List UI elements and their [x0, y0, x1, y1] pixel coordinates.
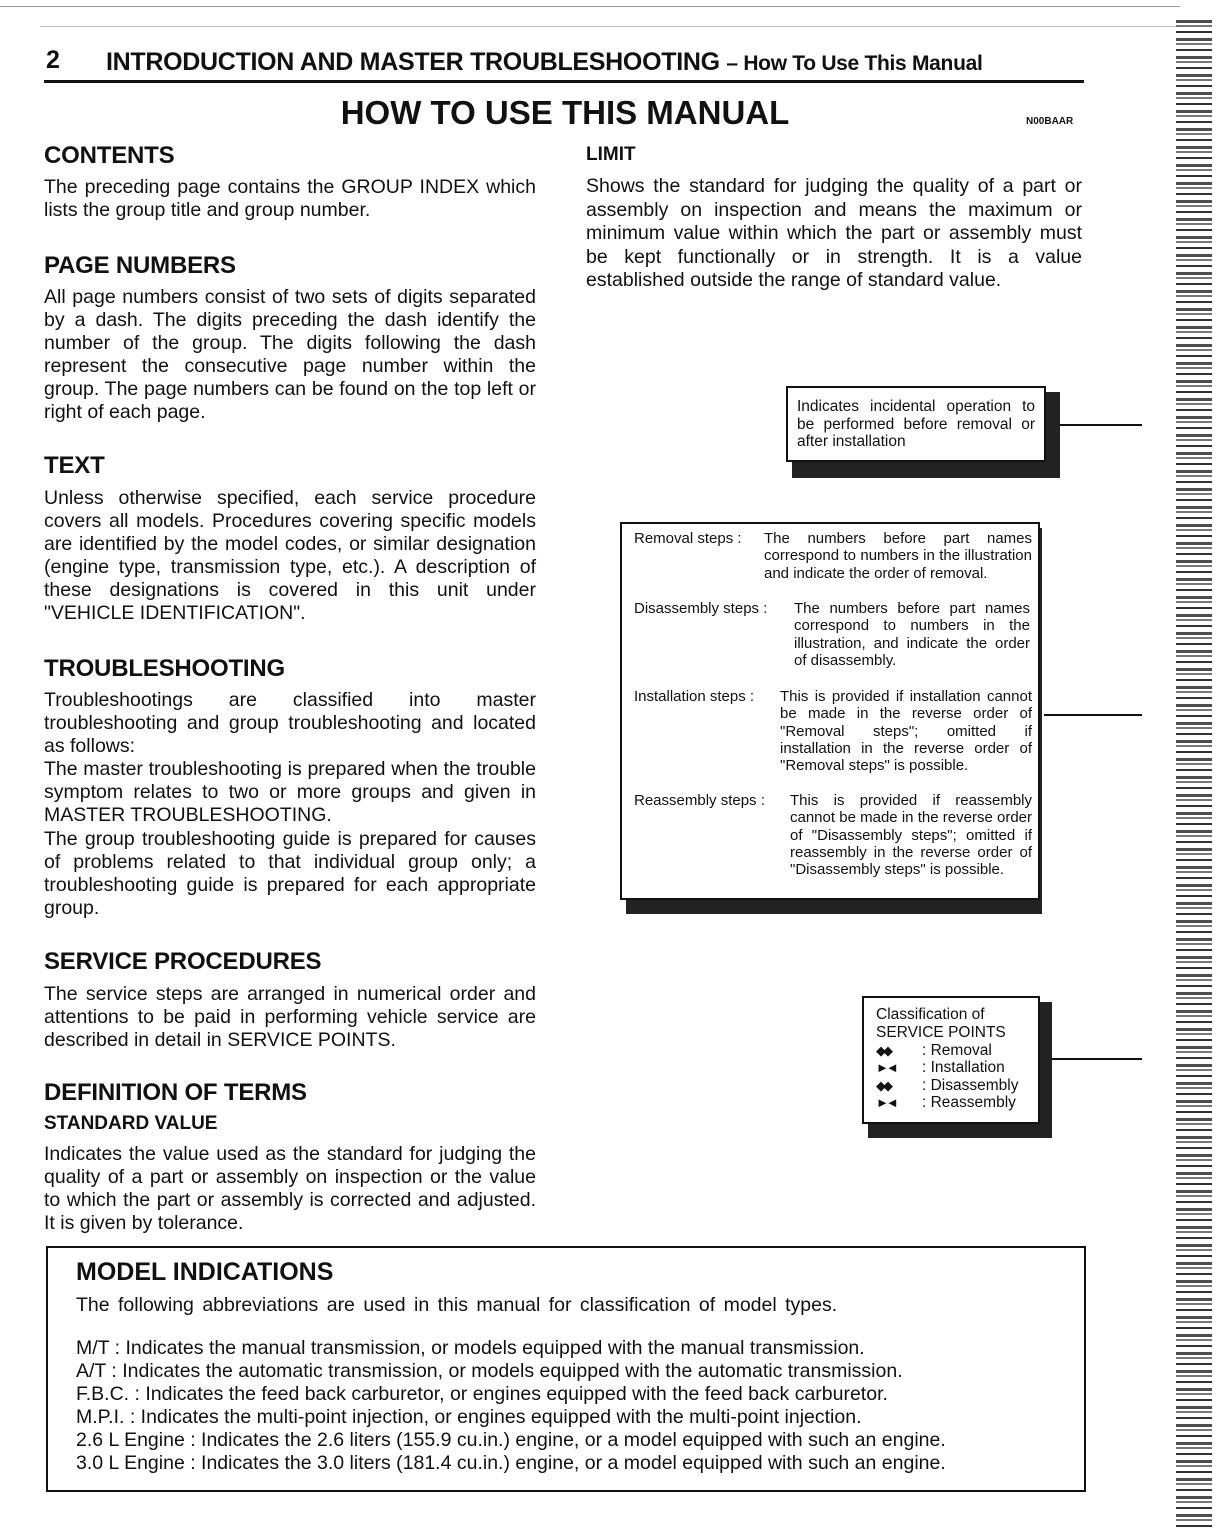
service-point-label: : Disassembly — [922, 1076, 1019, 1094]
steps-description: This is provided if reassembly cannot be made in the reverse order of "Disassembly steps"; omitted if reassembly in the reverse order of "Disassembly steps" is possible. — [790, 792, 1032, 879]
troubleshooting-text: Troubleshootings are classified into master troubleshooting and group troubleshooting and located as follows: — [44, 689, 536, 757]
steps-term: Reassembly steps : — [634, 792, 765, 809]
running-header — [106, 48, 983, 77]
page-numbers-text: All page numbers consist of two sets of digits separated by a dash. The digits preceding the dash identify the number of the group. The digits following the dash represent the consecutive page number within the group. The page numbers can be found on the top left or right of each page. — [44, 286, 536, 423]
scan-line — [40, 26, 1180, 27]
disassembly-symbol-icon: ◆◆ — [876, 1077, 890, 1093]
leader-line — [1044, 714, 1142, 716]
steps-term: Installation steps : — [634, 688, 755, 705]
disassembly-steps-entry — [634, 600, 1032, 669]
model-indications-intro: The following abbreviations are used in this manual for classification of model types. — [76, 1294, 838, 1316]
service-point-removal — [874, 1042, 1018, 1059]
scan-line — [0, 6, 1180, 7]
service-points-title — [876, 1006, 1006, 1041]
installation-symbol-icon: ►◄ — [876, 1060, 896, 1076]
removal-symbol-icon: ◆◆ — [876, 1043, 890, 1058]
model-indication-line: M.P.I. : Indicates the multi-point injection, or engines equipped with the multi-point injection. — [76, 1406, 862, 1428]
leader-line — [1060, 424, 1142, 426]
service-point-label: : Reassembly — [922, 1093, 1016, 1111]
page-number: 2 — [46, 46, 60, 74]
page-title: HOW TO USE THIS MANUAL — [340, 94, 790, 131]
document-code: N00BAAR — [1026, 116, 1074, 127]
model-indication-line: F.B.C. : Indicates the feed back carburetor, or engines equipped with the feed back carburetor. — [76, 1383, 888, 1405]
section-title: INTRODUCTION AND MASTER TROUBLESHOOTING — [106, 48, 720, 76]
removal-steps-entry — [634, 530, 1032, 582]
steps-term: Disassembly steps : — [634, 600, 768, 617]
text-body: Unless otherwise specified, each service procedure covers all models. Procedures covering specific models are identified by the model codes, or similar designation (engine type, transmission type, etc.). A description of these designations is covered in this unit under "VEHICLE IDENTIFICATION". — [44, 487, 536, 624]
limit-heading: LIMIT — [586, 144, 636, 165]
steps-description: This is provided if installation cannot be made in the reverse order of "Removal steps"; omitted if installation in the reverse order of "Removal steps" is possible. — [780, 688, 1032, 775]
header-rule — [44, 80, 1084, 83]
service-points-legend — [874, 1042, 1018, 1111]
troubleshooting-text-2: The master troubleshooting is prepared when the trouble symptom relates to two or more groups and given in MASTER TROUBLESHOOTING. — [44, 758, 536, 826]
service-point-disassembly — [874, 1077, 1018, 1094]
steps-term: Removal steps : — [634, 530, 742, 547]
service-point-label: : Removal — [922, 1042, 992, 1059]
subsection-title: – How To Use This Manual — [726, 52, 983, 75]
page-numbers-heading: PAGE NUMBERS — [44, 252, 236, 279]
incidental-operation-text: Indicates incidental operation to be performed before removal or after installation — [797, 398, 1035, 450]
troubleshooting-text-3: The group troubleshooting guide is prepared for causes of problems related to that individual group only; a troubleshooting guide is prepared for each appropriate group. — [44, 828, 536, 919]
model-indication-line: 2.6 L Engine : Indicates the 2.6 liters (155.9 cu.in.) engine, or a model equipped with such an engine. — [76, 1429, 946, 1451]
standard-value-text: Indicates the value used as the standard for judging the quality of a part or assembly on inspection or the value to which the part or assembly is corrected and adjusted. It is given by tolerance. — [44, 1143, 536, 1234]
leader-line — [1052, 1058, 1142, 1060]
service-point-reassembly — [874, 1094, 1018, 1111]
service-points-title-line2: SERVICE POINTS — [876, 1023, 1006, 1041]
contents-heading: CONTENTS — [44, 142, 175, 169]
definition-of-terms-heading: DEFINITION OF TERMS — [44, 1079, 307, 1106]
steps-description: The numbers before part names correspond to numbers in the illustration and indicate the order of removal. — [764, 530, 1032, 582]
service-point-label: : Installation — [922, 1059, 1005, 1077]
steps-description: The numbers before part names correspond to numbers in the illustration, and indicate the order of disassembly. — [794, 600, 1030, 669]
contents-text: The preceding page contains the GROUP INDEX which lists the group title and group number. — [44, 176, 536, 221]
installation-steps-entry — [634, 688, 1032, 774]
steps-callout — [620, 522, 1040, 900]
reassembly-steps-entry — [634, 792, 1032, 878]
service-point-installation — [874, 1059, 1018, 1076]
model-indication-line: A/T : Indicates the automatic transmission, or models equipped with the automatic transmission. — [76, 1360, 903, 1382]
reassembly-symbol-icon: ►◄ — [876, 1094, 896, 1110]
service-points-callout — [862, 996, 1040, 1124]
limit-text: Shows the standard for judging the quality of a part or assembly on inspection and means the maximum or minimum value within which the part or assembly must be kept functionally or in strength. It is a value established outside the range of standard value. — [586, 175, 1082, 291]
standard-value-heading: STANDARD VALUE — [44, 1113, 218, 1134]
model-indications-heading: MODEL INDICATIONS — [76, 1258, 334, 1286]
incidental-operation-callout — [786, 386, 1046, 462]
model-indication-line: 3.0 L Engine : Indicates the 3.0 liters (181.4 cu.in.) engine, or a model equipped with such an engine. — [76, 1452, 946, 1474]
scan-edge-artifact — [1176, 20, 1212, 1530]
service-points-title-line1: Classification of — [876, 1006, 985, 1023]
text-heading: TEXT — [44, 452, 105, 479]
model-indication-line: M/T : Indicates the manual transmission, or models equipped with the manual transmission. — [76, 1337, 865, 1359]
service-procedures-heading: SERVICE PROCEDURES — [44, 948, 322, 975]
service-procedures-text: The service steps are arranged in numerical order and attentions to be paid in performing vehicle service are described in detail in SERVICE POINTS. — [44, 983, 536, 1051]
troubleshooting-heading: TROUBLESHOOTING — [44, 655, 285, 682]
